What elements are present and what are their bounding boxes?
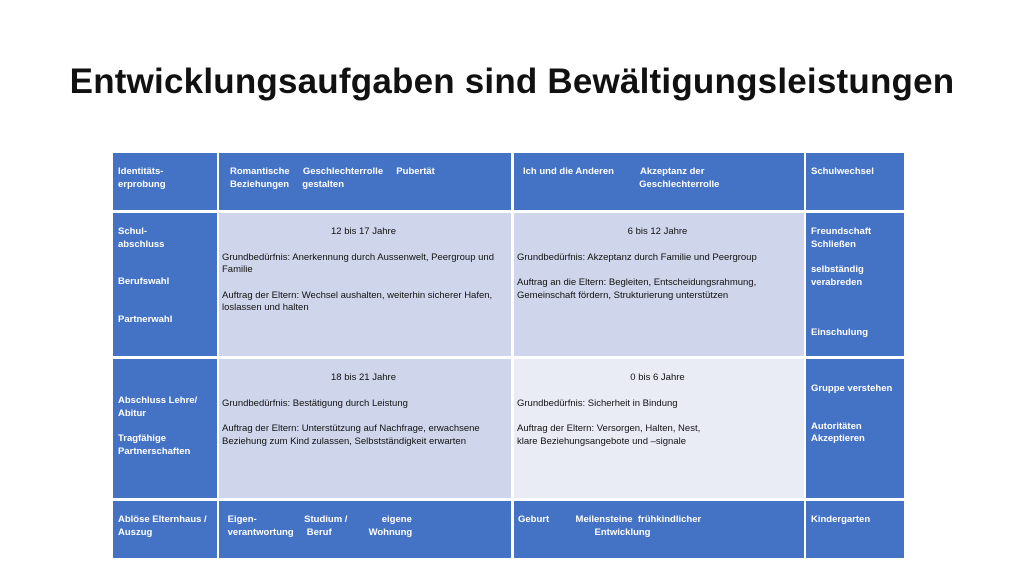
age-range-12-17: 12 bis 17 Jahre xyxy=(331,226,396,237)
parent-task-text: Auftrag der Eltern: Wechsel aushalten, weiterhin sicherer Hafen, loslassen und halten xyxy=(222,289,493,314)
row2-col2-cell xyxy=(219,213,511,356)
career-choice-label: Berufswahl xyxy=(118,276,170,288)
parent-task-text: Auftrag der Eltern: Versorgen, Halten, Nest, klare Beziehungsangebote und –signale xyxy=(517,423,701,447)
row3-col4-cell xyxy=(806,359,904,498)
school-enrollment-label: Einschulung xyxy=(811,327,868,339)
stable-partnerships-label: Tragfähige Partnerschaften xyxy=(118,433,191,457)
development-tasks-table xyxy=(113,153,904,558)
row1-col2-cell: Romantische Geschlechterrolle Pubertät Beziehungen gestalten xyxy=(219,153,511,210)
row2-col3-cell xyxy=(514,213,804,356)
accept-authorities-label: Autoritäten Akzeptieren xyxy=(811,420,865,445)
row3-col1-cell xyxy=(113,359,217,498)
basic-need-text: Grundbedürfnis: Sicherheit in Bindung xyxy=(517,397,678,409)
friendship-label: Freundschaft Schließen xyxy=(811,226,872,250)
understand-group-label: Gruppe verstehen xyxy=(811,383,893,394)
row3-col2-cell xyxy=(219,359,511,498)
independent-meeting-label: selbständig verabreden xyxy=(811,264,864,288)
partner-choice-label: Partnerwahl xyxy=(118,313,173,325)
row4-col1-cell: Ablöse Elternhaus / Auszug xyxy=(113,501,217,558)
slide-title: Entwicklungsaufgaben sind Bewältigungsleistungen xyxy=(69,62,955,101)
parent-task-text: Auftrag an die Eltern: Begleiten, Entscheidungsrahmung, Gemeinschaft fördern, Strukturierung unterstützen xyxy=(517,277,757,301)
basic-need-text: Grundbedürfnis: Bestätigung durch Leistung xyxy=(222,397,408,409)
row4-col4-cell: Kindergarten xyxy=(806,501,904,558)
age-range-18-21: 18 bis 21 Jahre xyxy=(331,372,396,383)
parent-task-text: Auftrag der Eltern: Unterstützung auf Nachfrage, erwachsene Beziehung zum Kind zulassen, Selbstständigkeit erwarten xyxy=(222,423,480,447)
row2-col1-cell xyxy=(113,213,217,356)
row1-col3-cell: Ich und die Anderen Akzeptanz der Geschlechterrolle xyxy=(514,153,804,210)
basic-need-text: Grundbedürfnis: Anerkennung durch Aussenwelt, Peergroup und Familie xyxy=(222,251,494,276)
row1-col1-cell: Identitäts- erprobung xyxy=(113,153,217,210)
age-range-0-6: 0 bis 6 Jahre xyxy=(630,372,685,383)
school-graduation-label: Schul- abschluss xyxy=(118,226,165,250)
age-range-6-12: 6 bis 12 Jahre xyxy=(627,226,688,237)
apprenticeship-graduation-label: Abschluss Lehre/ Abitur xyxy=(118,395,198,419)
row1-col4-cell: Schulwechsel xyxy=(806,153,904,210)
row3-col3-cell xyxy=(514,359,804,498)
basic-need-text: Grundbedürfnis: Akzeptanz durch Familie und Peergroup xyxy=(517,251,757,263)
row4-col2-cell: Eigen- Studium / eigene verantwortung Beruf Wohnung xyxy=(219,501,511,558)
row4-col3-cell: Geburt Meilensteine frühkindlicher Entwicklung xyxy=(514,501,804,558)
row2-col4-cell xyxy=(806,213,904,356)
